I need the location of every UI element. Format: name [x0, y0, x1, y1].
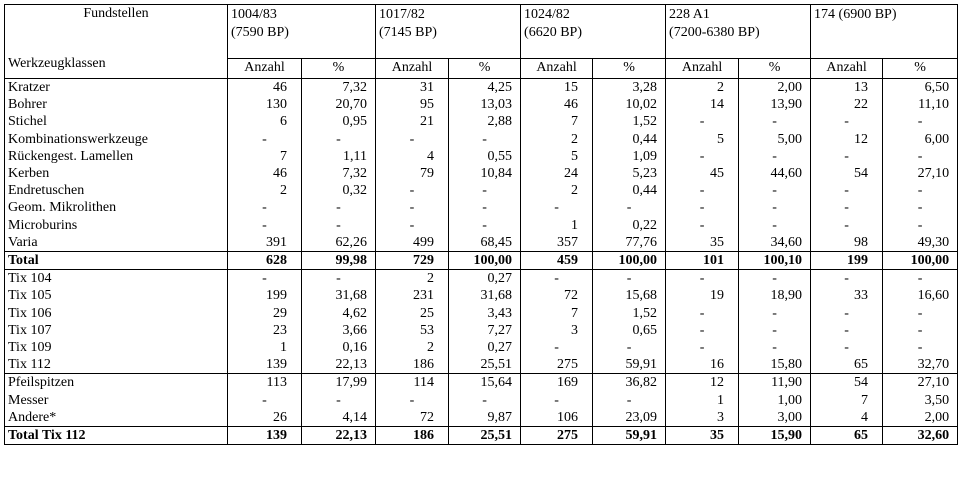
site-header-3: [521, 5, 666, 59]
table-row: [5, 148, 958, 165]
cell-percent: -: [593, 392, 666, 409]
cell-anzahl: 2: [521, 182, 593, 199]
site-name: 1017/82: [379, 7, 425, 22]
cell-percent: 1,52: [593, 305, 666, 322]
cell-anzahl: 31: [376, 79, 449, 97]
cell-anzahl: -: [811, 113, 883, 130]
cell-percent: -: [449, 392, 521, 409]
cell-anzahl: 21: [376, 113, 449, 130]
cell-anzahl: 33: [811, 287, 883, 304]
cell-anzahl: -: [228, 270, 302, 288]
site-date: (6620 BP): [524, 25, 582, 40]
cell-percent: 0,22: [593, 217, 666, 234]
cell-anzahl: 35: [666, 427, 739, 445]
cell-percent: 31,68: [302, 287, 376, 304]
cell-anzahl: 7: [521, 113, 593, 130]
cell-percent: 36,82: [593, 374, 666, 392]
cell-anzahl: 139: [228, 356, 302, 374]
cell-anzahl: 16: [666, 356, 739, 374]
cell-anzahl: 231: [376, 287, 449, 304]
cell-percent: 15,80: [739, 356, 811, 374]
site-date: (7590 BP): [231, 25, 289, 40]
cell-percent: 68,45: [449, 234, 521, 252]
cell-anzahl: 2: [376, 270, 449, 288]
col-percent: %: [302, 59, 376, 79]
cell-percent: -: [883, 217, 958, 234]
table-row: [5, 374, 958, 392]
site-name: 1024/82: [524, 7, 570, 22]
cell-percent: 10,84: [449, 165, 521, 182]
cell-anzahl: 65: [811, 427, 883, 445]
cell-percent: -: [593, 270, 666, 288]
cell-percent: 0,44: [593, 182, 666, 199]
cell-percent: 7,32: [302, 165, 376, 182]
cell-anzahl: 23: [228, 322, 302, 339]
table-row: [5, 182, 958, 199]
cell-anzahl: -: [666, 270, 739, 288]
table-row: [5, 113, 958, 130]
row-label: Tix 106: [8, 305, 52, 321]
cell-percent: 22,13: [302, 356, 376, 374]
cell-percent: 0,27: [449, 270, 521, 288]
cell-percent: 6,50: [883, 79, 958, 97]
cell-anzahl: -: [666, 322, 739, 339]
cell-percent: 18,90: [739, 287, 811, 304]
cell-anzahl: 114: [376, 374, 449, 392]
cell-anzahl: -: [521, 270, 593, 288]
cell-percent: 15,90: [739, 427, 811, 445]
cell-percent: 4,62: [302, 305, 376, 322]
row-label: Tix 112: [8, 357, 51, 373]
cell-percent: 1,00: [739, 392, 811, 409]
tool-classes-table: [4, 4, 958, 445]
cell-percent: -: [883, 270, 958, 288]
site-name: 174 (6900 BP): [814, 7, 897, 22]
cell-percent: -: [449, 131, 521, 148]
cell-percent: 62,26: [302, 234, 376, 252]
cell-percent: 32,70: [883, 356, 958, 374]
cell-anzahl: 72: [521, 287, 593, 304]
site-header-5: [811, 5, 958, 59]
total-tix-row: [5, 427, 958, 445]
col-anzahl: Anzahl: [521, 59, 593, 79]
cell-anzahl: 7: [228, 148, 302, 165]
cell-anzahl: -: [811, 305, 883, 322]
cell-percent: 1,52: [593, 113, 666, 130]
cell-percent: 9,87: [449, 409, 521, 427]
cell-anzahl: -: [811, 182, 883, 199]
cell-anzahl: 2: [666, 79, 739, 97]
row-label: Microburins: [8, 217, 78, 233]
col-anzahl: Anzahl: [376, 59, 449, 79]
row-label: Pfeilspitzen: [5, 374, 228, 392]
cell-percent: -: [883, 305, 958, 322]
cell-anzahl: 275: [521, 427, 593, 445]
cell-percent: 3,43: [449, 305, 521, 322]
cell-percent: 1,11: [302, 148, 376, 165]
table-row: [5, 305, 958, 322]
row-label: Varia: [8, 234, 38, 250]
cell-anzahl: 3: [666, 409, 739, 427]
cell-anzahl: 169: [521, 374, 593, 392]
cell-anzahl: 6: [228, 113, 302, 130]
cell-anzahl: 1: [521, 217, 593, 234]
site-name: 1004/83: [231, 7, 277, 22]
cell-anzahl: 46: [228, 165, 302, 182]
cell-percent: 13,03: [449, 96, 521, 113]
table-row: [5, 165, 958, 182]
cell-anzahl: 101: [666, 252, 739, 270]
cell-anzahl: 2: [521, 131, 593, 148]
table-row: [5, 199, 958, 216]
cell-anzahl: -: [666, 305, 739, 322]
cell-percent: 3,00: [739, 409, 811, 427]
cell-anzahl: -: [811, 199, 883, 216]
table-row: [5, 392, 958, 409]
row-label: Kratzer: [5, 79, 228, 97]
cell-anzahl: 65: [811, 356, 883, 374]
cell-anzahl: 19: [666, 287, 739, 304]
cell-percent: 0,95: [302, 113, 376, 130]
cell-percent: -: [739, 305, 811, 322]
cell-anzahl: 729: [376, 252, 449, 270]
cell-percent: 0,16: [302, 339, 376, 356]
cell-anzahl: -: [376, 217, 449, 234]
cell-percent: 20,70: [302, 96, 376, 113]
col-percent: %: [883, 59, 958, 79]
cell-anzahl: 139: [228, 427, 302, 445]
cell-anzahl: -: [666, 148, 739, 165]
cell-anzahl: 2: [228, 182, 302, 199]
row-label: Stichel: [8, 114, 47, 130]
cell-anzahl: 72: [376, 409, 449, 427]
cell-anzahl: 130: [228, 96, 302, 113]
cell-percent: -: [302, 217, 376, 234]
cell-anzahl: -: [521, 392, 593, 409]
cell-percent: 25,51: [449, 427, 521, 445]
cell-percent: 7,27: [449, 322, 521, 339]
cell-anzahl: 186: [376, 356, 449, 374]
cell-percent: -: [739, 339, 811, 356]
table-row: [5, 270, 958, 288]
cell-percent: -: [302, 392, 376, 409]
cell-percent: -: [883, 339, 958, 356]
cell-percent: 31,68: [449, 287, 521, 304]
table-body: [5, 79, 958, 445]
row-label: Geom. Mikrolithen: [8, 200, 117, 216]
cell-anzahl: 113: [228, 374, 302, 392]
cell-percent: -: [739, 148, 811, 165]
cell-percent: 13,90: [739, 96, 811, 113]
cell-anzahl: -: [666, 217, 739, 234]
cell-anzahl: 5: [521, 148, 593, 165]
cell-percent: -: [883, 113, 958, 130]
cell-percent: 23,09: [593, 409, 666, 427]
cell-percent: 3,66: [302, 322, 376, 339]
cell-percent: 17,99: [302, 374, 376, 392]
cell-anzahl: -: [811, 322, 883, 339]
cell-percent: 0,44: [593, 131, 666, 148]
document-page: [4, 4, 957, 490]
cell-percent: 77,76: [593, 234, 666, 252]
cell-anzahl: -: [228, 131, 302, 148]
cell-anzahl: -: [811, 339, 883, 356]
col-anzahl: Anzahl: [811, 59, 883, 79]
cell-anzahl: 5: [666, 131, 739, 148]
cell-anzahl: -: [811, 217, 883, 234]
cell-percent: 59,91: [593, 356, 666, 374]
cell-anzahl: 45: [666, 165, 739, 182]
cell-percent: -: [739, 182, 811, 199]
header-site-row: [5, 5, 958, 59]
row-label: Tix 104: [5, 270, 228, 288]
table-row: [5, 339, 958, 356]
table-row: [5, 217, 958, 234]
cell-anzahl: -: [521, 199, 593, 216]
table-row: [5, 287, 958, 304]
header-subcolumn-row: [5, 59, 958, 79]
cell-anzahl: 106: [521, 409, 593, 427]
cell-percent: 34,60: [739, 234, 811, 252]
cell-percent: 1,09: [593, 148, 666, 165]
cell-percent: -: [593, 339, 666, 356]
cell-anzahl: 2: [376, 339, 449, 356]
cell-anzahl: 459: [521, 252, 593, 270]
cell-percent: 2,88: [449, 113, 521, 130]
cell-anzahl: -: [376, 392, 449, 409]
werkzeugklassen-label: Werkzeugklassen: [8, 55, 106, 71]
cell-percent: 100,00: [449, 252, 521, 270]
cell-percent: 5,23: [593, 165, 666, 182]
cell-percent: 5,00: [739, 131, 811, 148]
cell-anzahl: 7: [521, 305, 593, 322]
site-name: 228 A1: [669, 7, 710, 22]
col-anzahl: Anzahl: [666, 59, 739, 79]
cell-percent: -: [883, 199, 958, 216]
cell-anzahl: -: [666, 182, 739, 199]
cell-anzahl: -: [376, 199, 449, 216]
cell-percent: 3,50: [883, 392, 958, 409]
cell-anzahl: 628: [228, 252, 302, 270]
cell-percent: 99,98: [302, 252, 376, 270]
cell-anzahl: 4: [811, 409, 883, 427]
cell-anzahl: 12: [811, 131, 883, 148]
cell-anzahl: 186: [376, 427, 449, 445]
cell-anzahl: 54: [811, 165, 883, 182]
row-label: Messer: [8, 392, 49, 408]
cell-anzahl: -: [521, 339, 593, 356]
cell-percent: 49,30: [883, 234, 958, 252]
cell-anzahl: -: [376, 182, 449, 199]
total-row: [5, 252, 958, 270]
cell-anzahl: 24: [521, 165, 593, 182]
cell-percent: -: [302, 131, 376, 148]
cell-percent: 100,10: [739, 252, 811, 270]
cell-percent: 11,90: [739, 374, 811, 392]
cell-anzahl: 199: [228, 287, 302, 304]
cell-percent: 16,60: [883, 287, 958, 304]
cell-percent: -: [883, 148, 958, 165]
cell-percent: -: [449, 182, 521, 199]
cell-anzahl: 275: [521, 356, 593, 374]
cell-percent: 44,60: [739, 165, 811, 182]
cell-anzahl: 391: [228, 234, 302, 252]
site-header-2: [376, 5, 521, 59]
cell-percent: -: [449, 199, 521, 216]
cell-anzahl: -: [666, 199, 739, 216]
cell-percent: 0,27: [449, 339, 521, 356]
cell-anzahl: 14: [666, 96, 739, 113]
table-row: [5, 322, 958, 339]
cell-anzahl: 46: [521, 96, 593, 113]
cell-percent: 15,64: [449, 374, 521, 392]
cell-percent: 11,10: [883, 96, 958, 113]
cell-anzahl: 13: [811, 79, 883, 97]
cell-anzahl: 79: [376, 165, 449, 182]
cell-percent: -: [302, 199, 376, 216]
cell-anzahl: 15: [521, 79, 593, 97]
row-label: Tix 107: [8, 322, 52, 338]
cell-percent: 100,00: [593, 252, 666, 270]
cell-percent: 15,68: [593, 287, 666, 304]
cell-anzahl: 357: [521, 234, 593, 252]
cell-anzahl: -: [376, 131, 449, 148]
row-label: Kerben: [8, 166, 50, 182]
cell-anzahl: -: [666, 339, 739, 356]
table-row: [5, 131, 958, 148]
cell-percent: 2,00: [739, 79, 811, 97]
cell-anzahl: 499: [376, 234, 449, 252]
table-row: [5, 96, 958, 113]
row-label: Kombinationswerkzeuge: [8, 131, 148, 147]
row-label: Tix 109: [8, 340, 52, 356]
cell-percent: 10,02: [593, 96, 666, 113]
cell-anzahl: 53: [376, 322, 449, 339]
cell-anzahl: -: [666, 113, 739, 130]
cell-anzahl: 1: [228, 339, 302, 356]
cell-percent: -: [739, 199, 811, 216]
cell-percent: 0,55: [449, 148, 521, 165]
site-date: (7145 BP): [379, 25, 437, 40]
cell-percent: 100,00: [883, 252, 958, 270]
cell-percent: 4,14: [302, 409, 376, 427]
row-label: Bohrer: [8, 97, 47, 113]
cell-anzahl: -: [811, 148, 883, 165]
cell-percent: -: [739, 217, 811, 234]
cell-percent: 32,60: [883, 427, 958, 445]
cell-anzahl: -: [228, 199, 302, 216]
cell-anzahl: 54: [811, 374, 883, 392]
cell-percent: 6,00: [883, 131, 958, 148]
cell-anzahl: 22: [811, 96, 883, 113]
cell-anzahl: 35: [666, 234, 739, 252]
cell-percent: -: [883, 322, 958, 339]
cell-percent: -: [739, 270, 811, 288]
cell-percent: 3,28: [593, 79, 666, 97]
cell-percent: -: [449, 217, 521, 234]
cell-percent: -: [739, 113, 811, 130]
table-row: [5, 79, 958, 97]
fundstellen-label: Fundstellen: [83, 6, 149, 21]
cell-anzahl: 1: [666, 392, 739, 409]
cell-anzahl: 7: [811, 392, 883, 409]
cell-anzahl: 25: [376, 305, 449, 322]
cell-percent: 7,32: [302, 79, 376, 97]
cell-percent: 59,91: [593, 427, 666, 445]
col-percent: %: [593, 59, 666, 79]
row-label: Endretuschen: [8, 183, 85, 199]
cell-percent: 2,00: [883, 409, 958, 427]
col-percent: %: [449, 59, 521, 79]
cell-percent: 4,25: [449, 79, 521, 97]
cell-percent: 0,32: [302, 182, 376, 199]
cell-anzahl: 199: [811, 252, 883, 270]
row-label: Andere*: [8, 409, 57, 425]
cell-percent: 0,65: [593, 322, 666, 339]
row-label: Tix 105: [8, 288, 52, 304]
table-row: [5, 356, 958, 374]
cell-anzahl: -: [228, 217, 302, 234]
cell-percent: -: [883, 182, 958, 199]
cell-anzahl: 95: [376, 96, 449, 113]
cell-percent: 22,13: [302, 427, 376, 445]
cell-anzahl: 4: [376, 148, 449, 165]
cell-percent: 25,51: [449, 356, 521, 374]
col-anzahl: Anzahl: [228, 59, 302, 79]
cell-percent: 27,10: [883, 374, 958, 392]
cell-percent: -: [593, 199, 666, 216]
cell-percent: -: [302, 270, 376, 288]
cell-anzahl: -: [811, 270, 883, 288]
cell-anzahl: 46: [228, 79, 302, 97]
cell-anzahl: -: [228, 392, 302, 409]
cell-anzahl: 3: [521, 322, 593, 339]
cell-percent: -: [739, 322, 811, 339]
site-date: (7200-6380 BP): [669, 25, 760, 40]
cell-percent: 27,10: [883, 165, 958, 182]
table-row: [5, 409, 958, 427]
site-header-1: [228, 5, 376, 59]
row-label: Total: [5, 252, 228, 270]
row-label: Rückengest. Lamellen: [8, 148, 134, 164]
col-percent: %: [739, 59, 811, 79]
cell-anzahl: 12: [666, 374, 739, 392]
cell-anzahl: 29: [228, 305, 302, 322]
site-header-4: [666, 5, 811, 59]
row-label: Total Tix 112: [5, 427, 228, 445]
table-row: [5, 234, 958, 252]
cell-anzahl: 26: [228, 409, 302, 427]
cell-anzahl: 98: [811, 234, 883, 252]
